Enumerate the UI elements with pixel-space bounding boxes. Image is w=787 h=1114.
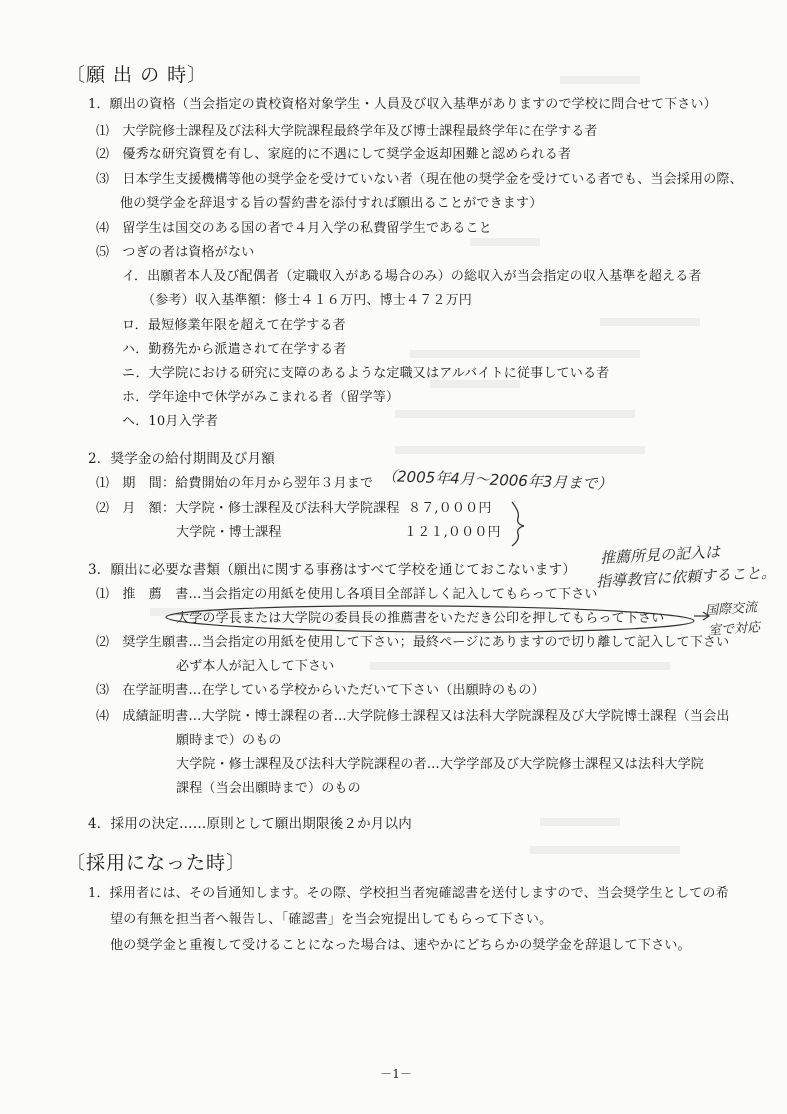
handwritten-side-note-2: 室で対応 [707,620,761,639]
eligibility-1: ⑴ 大学院修士課程及び法科大学院課程最終学年及び博士課程最終学年に在学する者 [96,124,598,139]
document-transcript-cont2: 大学院・修士課程及び法科大学院課程の者…大学学部及び大学院修士課程又は法科大学院 [176,757,705,772]
handwritten-period: （2005年4月〜2006年3月まで） [381,466,613,494]
document-recommendation-note: 大学の学長または大学院の委員長の推薦書をいただき公印を押してもらって下さい [176,611,665,626]
document-transcript-cont3: 課程（当会出願時まで）のもの [176,781,361,796]
document-application-form-note: 必ず本人が記入して下さい [176,659,335,674]
section-heading-adoption: 〔採用になった時〕 [66,852,247,874]
item-required-documents: 3．願出に必要な書類（願出に関する事務はすべて学校を通じておこないます） [88,562,577,578]
item-decision: 4．採用の決定……原則として願出期限後２か月以内 [88,816,412,832]
exclusion-i: イ．出願者本人及び配偶者（定職収入がある場合のみ）の総収入が当会指定の収入基準を超える者 [122,269,702,284]
monthly-amount-doctoral-value: １２１,０００円 [404,525,501,540]
exclusion-ha: ハ．勤務先から派遣されて在学する者 [122,342,347,357]
document-enrollment-certificate: ⑶ 在学証明書…在学している学校からいただいて下さい（出願時のもの） [96,683,545,698]
monthly-amount-masters: ⑵ 月 額：大学院・修士課程及び法科大学院課程 [96,501,400,516]
document-transcript: ⑷ 成績証明書…大学院・博士課程の者…大学院修士課程又は法科大学院課程及び大学院博士課程（当会出 [96,709,730,724]
eligibility-5: ⑸ つぎの者は資格がない [96,245,255,260]
section-heading-application: 〔願 出 の 時〕 [66,64,208,86]
handwritten-note-line2: 指導教官に依頼すること。 [595,563,777,591]
handwritten-note-line1: 推薦所見の記入は [599,542,721,568]
adoption-line-1: 1．採用者には、その旨通知します。その際、学校担当者宛確認書を送付しますので、当会奨学生としての希 [88,886,729,901]
item-eligibility: 1．願出の資格（当会指定の貴校資格対象学生・人員及び収入基準がありますので学校に問合せて下さい） [88,97,717,112]
exclusion-ni: ニ．大学院における研究に支障のあるような定職又はアルバイトに従事している者 [122,366,610,381]
exclusion-ho: ホ．学年途中で休学がみこまれる者（留学等） [122,390,400,405]
handwritten-circle [166,604,694,634]
adoption-line-2: 望の有無を担当者へ報告し、「確認書」を当会宛提出してもらって下さい。 [110,912,553,927]
exclusion-ro: ロ．最短修業年限を超えて在学する者 [122,318,346,333]
document-recommendation: ⑴ 推 薦 書…当会指定の用紙を使用し各項目全部詳しく記入してもらって下さい [96,587,598,602]
adoption-line-3: 他の奨学金と重複して受けることになった場合は、速やかにどちらかの奨学金を辞退して下さい。 [110,938,691,953]
eligibility-3-cont: 他の奨学金を辞退する旨の誓約書を添付すれば願出ることができます） [120,196,543,211]
exclusion-i-reference: （参考）収入基準額：修士４１６万円、博士４７２万円 [142,293,473,308]
document-transcript-cont1: 願時まで）のもの [176,733,282,748]
handwritten-brace [512,502,524,546]
handwritten-side-note-1: 国際交流 [704,600,758,619]
period: ⑴ 期 間：給費開始の年月から翌年３月まで [96,476,374,491]
document-application-form: ⑵ 奨学生願書…当会指定の用紙を使用して下さい；最終ページにありますので切り離して記入して下さい [96,635,730,650]
exclusion-he: ヘ．10月入学者 [122,414,219,429]
page-number: －1－ [380,1067,413,1081]
eligibility-2: ⑵ 優秀な研究資質を有し、家庭的に不遇にして奨学金返却困難と認められる者 [96,147,572,162]
eligibility-3: ⑶ 日本学生支援機構等他の奨学金を受けていない者（現在他の奨学金を受けている者でも、当会採用の際、 [96,172,743,187]
item-period-amount: 2．奨学金の給付期間及び月額 [88,451,275,467]
monthly-amount-masters-value: ８７,０００円 [408,501,492,516]
monthly-amount-doctoral: 大学院・博士課程 [176,525,282,540]
eligibility-4: ⑷ 留学生は国交のある国の者で４月入学の私費留学生であること [96,221,493,236]
